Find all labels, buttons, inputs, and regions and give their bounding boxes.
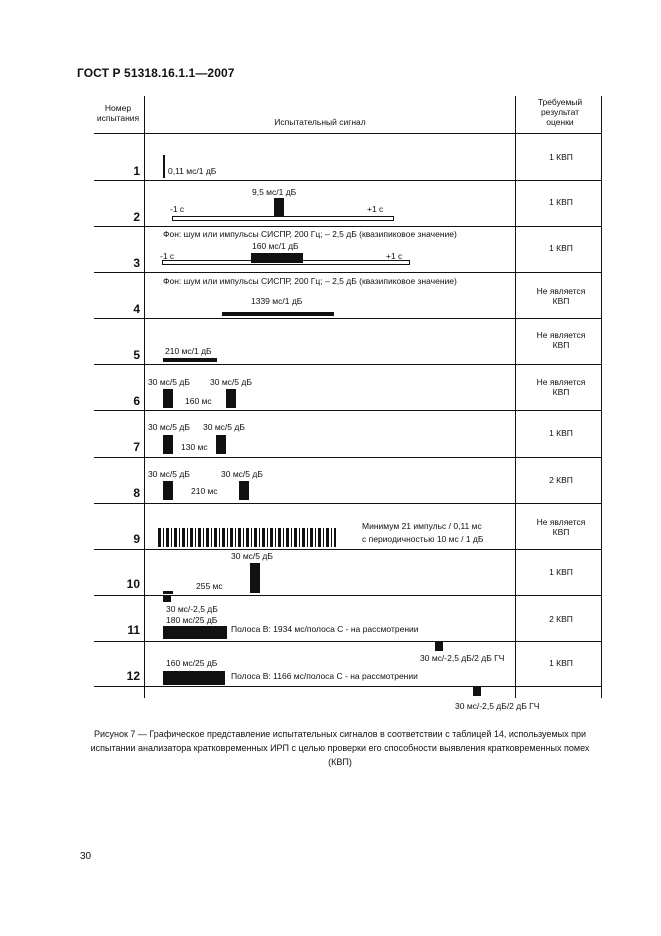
result-cell: 1 КВП — [549, 152, 573, 162]
row-number: 5 — [133, 348, 140, 362]
signal-label: 30 мс/5 дБ — [148, 469, 190, 479]
result-cell: 1 КВП — [549, 243, 573, 253]
signal-label: Минимум 21 импульс / 0,11 мс — [362, 521, 482, 531]
signal-label: 160 мс/1 дБ — [252, 241, 299, 251]
result-cell: 2 КВП — [549, 614, 573, 624]
pulse — [163, 358, 217, 362]
row-number: 10 — [126, 577, 140, 591]
signal-label: Полоса В: 1934 мс/полоса С - на рассмотрении — [231, 624, 419, 634]
document-id: ГОСТ Р 51318.16.1.1—2007 — [77, 66, 235, 80]
row-number: 12 — [126, 669, 140, 683]
table-border-right — [601, 96, 602, 698]
pulse — [222, 312, 334, 316]
signal-label: 30 мс/5 дБ — [221, 469, 263, 479]
signal-label: +1 с — [386, 251, 403, 261]
signal-label: -1 с — [170, 204, 185, 214]
pulse — [163, 626, 227, 639]
header-rule — [94, 133, 602, 134]
table-divider-left — [144, 96, 145, 698]
result-cell: 1 КВП — [549, 428, 573, 438]
signal-label: 160 мс — [185, 396, 212, 406]
signal-label: 30 мс/-2,5 дБ — [166, 604, 218, 614]
row-rule — [94, 364, 602, 365]
row-number: 8 — [133, 486, 140, 500]
signal-label: 130 мс — [181, 442, 208, 452]
row-number: 3 — [133, 256, 140, 270]
result-cell: Не является КВП — [536, 330, 586, 350]
col-header-signal: Испытательный сигнал — [274, 117, 366, 127]
row-rule — [94, 272, 602, 273]
row-number: 1 — [133, 164, 140, 178]
result-cell: Не является КВП — [536, 286, 586, 306]
pulse — [250, 563, 260, 593]
pulse — [239, 481, 249, 500]
signal-label: 9,5 мс/1 дБ — [252, 187, 297, 197]
table-divider-right — [515, 96, 516, 698]
pulse — [435, 641, 443, 651]
row-rule — [94, 180, 602, 181]
row-number: 9 — [133, 532, 140, 546]
signal-label: 210 мс/1 дБ — [165, 346, 212, 356]
result-cell: 1 КВП — [549, 658, 573, 668]
pulse-train — [158, 528, 336, 547]
pulse — [163, 389, 173, 408]
pulse — [216, 435, 226, 454]
signal-label: 30 мс/5 дБ — [231, 551, 273, 561]
signal-label: Полоса В: 1166 мс/полоса С - на рассмотрении — [231, 671, 418, 681]
row-number: 7 — [133, 440, 140, 454]
signal-label: 180 мс/25 дБ — [166, 615, 218, 625]
pulse — [251, 253, 303, 263]
row-number: 11 — [127, 623, 140, 637]
row-rule — [94, 226, 602, 227]
result-cell: Не является КВП — [536, 517, 586, 537]
pulse — [274, 198, 284, 217]
signal-label: 30 мс/-2,5 дБ/2 дБ ГЧ — [455, 701, 540, 711]
pulse — [163, 155, 165, 178]
col-header-result: Требуемый результат оценки — [537, 97, 583, 127]
row-rule — [94, 503, 602, 504]
row-number: 2 — [133, 210, 140, 224]
signal-label: 30 мс/5 дБ — [203, 422, 245, 432]
signal-label: 255 мс — [196, 581, 223, 591]
page-number: 30 — [80, 851, 92, 862]
row-rule — [94, 686, 602, 687]
signal-label: с периодичностью 10 мс / 1 дБ — [362, 534, 484, 544]
pulse — [473, 686, 481, 696]
signal-label: 1339 мс/1 дБ — [251, 296, 303, 306]
row-rule — [94, 410, 602, 411]
signal-label: 30 мс/-2,5 дБ/2 дБ ГЧ — [420, 653, 505, 663]
result-cell: Не является КВП — [536, 377, 586, 397]
row-number: 4 — [133, 302, 140, 316]
pulse — [163, 591, 173, 594]
signal-label: 0,11 мс/1 дБ — [168, 166, 217, 176]
background-label: Фон: шум или импульсы СИСПР, 200 Гц; – 2,5 дБ (квазипиковое значение) — [163, 276, 457, 286]
row-rule — [94, 549, 602, 550]
pulse — [163, 481, 173, 500]
col-header-number: Номер испытания — [96, 103, 140, 123]
result-cell: 2 КВП — [549, 475, 573, 485]
row-rule — [94, 318, 602, 319]
pulse — [163, 671, 225, 685]
pulse — [163, 435, 173, 454]
result-cell: 1 КВП — [549, 197, 573, 207]
pulse — [163, 596, 171, 602]
figure-caption: Рисунок 7 — Графическое представление испытательных сигналов в соответствии с таблицей 14, используемых при испытании анализатора кратковременных ИРП с целью проверки его способности выявления кратковременных помех (КВП) — [90, 729, 590, 767]
row-rule — [94, 641, 602, 642]
pulse — [226, 389, 236, 408]
result-cell: 1 КВП — [549, 567, 573, 577]
background-label: Фон: шум или импульсы СИСПР, 200 Гц; – 2,5 дБ (квазипиковое значение) — [163, 229, 457, 239]
signal-label: +1 с — [367, 204, 384, 214]
signal-label: -1 с — [160, 251, 175, 261]
row-rule — [94, 457, 602, 458]
signal-label: 160 мс/25 дБ — [166, 658, 218, 668]
signal-label: 210 мс — [191, 486, 218, 496]
signal-label: 30 мс/5 дБ — [210, 377, 252, 387]
signal-label: 30 мс/5 дБ — [148, 377, 190, 387]
row-number: 6 — [133, 394, 140, 408]
time-window — [172, 216, 394, 221]
signal-label: 30 мс/5 дБ — [148, 422, 190, 432]
